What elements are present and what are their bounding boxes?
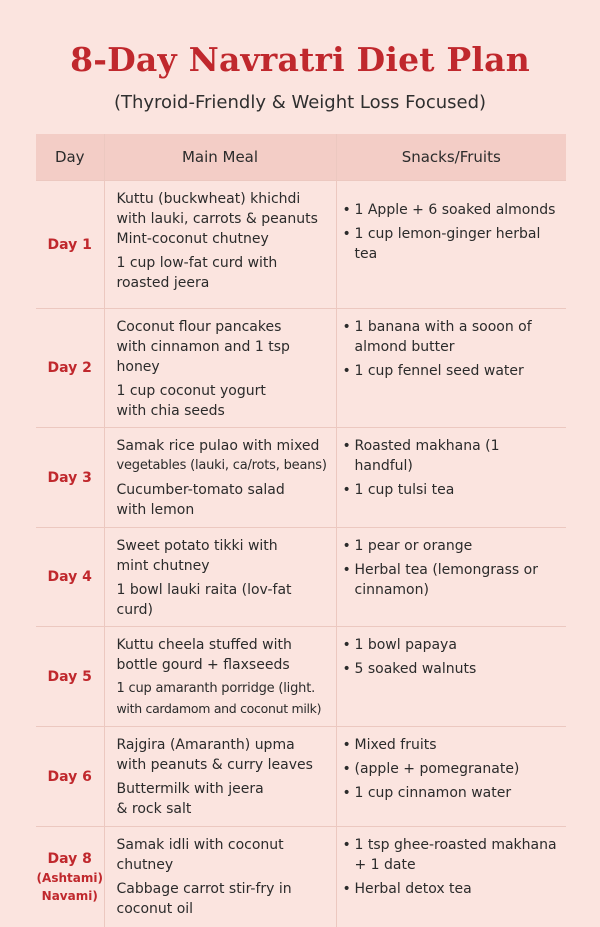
- meal-line: Cabbage carrot stir-fry in: [116, 881, 292, 897]
- meal-line: 1 cup amaranth porridge (light.: [116, 681, 316, 696]
- snack-item: • 1 pear or orange: [342, 538, 473, 554]
- day-sublabel: Navami): [41, 888, 98, 903]
- meal-line: Sweet potato tikki with: [116, 538, 278, 554]
- day-cell: [36, 528, 104, 627]
- snack-item: • 1 tsp ghee-roasted makhana + 1 date: [342, 837, 557, 873]
- snack-item: • 1 cup lemon-ginger herbal tea: [342, 226, 541, 262]
- day-sublabel: (Ashtami): [36, 870, 103, 885]
- day-label: Day 3: [47, 469, 92, 486]
- meal-line: & rock salt: [116, 801, 192, 817]
- table-row: [36, 727, 566, 827]
- day-label: Day 5: [47, 668, 92, 685]
- meal-line: with lemon: [116, 502, 195, 518]
- meal-line: Samak rice pulao with mixed: [116, 438, 320, 454]
- meal-line: coconut oil: [116, 901, 194, 917]
- snack-item: • 1 cup cinnamon water: [342, 785, 512, 801]
- day-cell: [36, 309, 104, 428]
- day-label: Day 8: [47, 850, 92, 867]
- diet-table: [36, 134, 566, 927]
- meal-line: with lauki, carrots & peanuts: [116, 211, 318, 227]
- meal-line: chutney: [116, 857, 174, 873]
- table-row: [36, 181, 566, 309]
- meal-line: vegetables (lauki, ca/rots, beans): [116, 458, 327, 473]
- day-cell: [36, 727, 104, 827]
- page-title: 8-Day Navratri Diet Plan: [70, 40, 530, 79]
- day-cell: [36, 428, 104, 528]
- meal-line: Samak idli with coconut: [116, 837, 284, 853]
- day-cell: [36, 627, 104, 727]
- snacks-cell: [336, 827, 566, 927]
- snack-item: • Roasted makhana (1 handful): [342, 438, 500, 474]
- snack-item: • (apple + pomegranate): [342, 761, 520, 777]
- page-subtitle: (Thyroid-Friendly & Weight Loss Focused): [113, 92, 487, 113]
- table-header-row: [36, 134, 566, 181]
- main-meal-cell: [104, 827, 336, 927]
- main-meal-cell: [104, 181, 336, 309]
- day-label: Day 1: [47, 236, 92, 253]
- snack-item: • Herbal tea (lemongrass or cinnamon): [342, 562, 538, 598]
- snack-item: • 1 bowl papaya: [342, 637, 457, 653]
- meal-line: 1 cup low-fat curd with: [116, 255, 278, 271]
- snacks-cell: [336, 309, 566, 428]
- meal-line: Rajgira (Amaranth) upma: [116, 737, 295, 753]
- snacks-cell: [336, 727, 566, 827]
- snack-item: • 1 banana with a sooon of almond butter: [342, 319, 532, 355]
- snack-item: • 5 soaked walnuts: [342, 661, 477, 677]
- column-header-main-meal: Main Meal: [104, 134, 336, 181]
- meal-line: Kuttu (buckwheat) khichdi: [116, 191, 301, 207]
- meal-line: Cucumber-tomato salad: [116, 482, 285, 498]
- meal-line: with cinnamon and 1 tsp honey: [116, 339, 290, 375]
- meal-line: Kuttu cheela stuffed with: [116, 637, 292, 653]
- meal-line: with cardamom and coconut milk): [116, 701, 322, 716]
- snack-item: • 1 Apple + 6 soaked almonds: [342, 202, 556, 218]
- table-row: [36, 827, 566, 927]
- main-meal-cell: [104, 727, 336, 827]
- day-label: Day 6: [47, 768, 92, 785]
- meal-line: 1 bowl lauki raita (lov-fat curd): [116, 582, 292, 618]
- snack-item: • 1 cup fennel seed water: [342, 363, 524, 379]
- snacks-cell: [336, 181, 566, 309]
- main-meal-cell: [104, 428, 336, 528]
- day-cell: [36, 181, 104, 309]
- meal-line: with chia seeds: [116, 403, 225, 419]
- table-row: [36, 309, 566, 428]
- snack-item: • Herbal detox tea: [342, 881, 472, 897]
- column-header-snacks: Snacks/Fruits: [336, 134, 566, 181]
- meal-line: with peanuts & curry leaves: [116, 757, 313, 773]
- table-row: [36, 428, 566, 528]
- meal-line: roasted jeera: [116, 275, 210, 291]
- meal-line: 1 cup coconut yogurt: [116, 383, 266, 399]
- snacks-cell: [336, 627, 566, 727]
- snack-item: • 1 cup tulsi tea: [342, 482, 455, 498]
- meal-line: mint chutney: [116, 558, 210, 574]
- snacks-cell: [336, 528, 566, 627]
- day-cell: [36, 827, 104, 927]
- meal-line: Mint-coconut chutney: [116, 231, 269, 247]
- meal-line: Coconut flour pancakes: [116, 319, 282, 335]
- main-meal-cell: [104, 627, 336, 727]
- meal-line: bottle gourd + flaxseeds: [116, 657, 290, 673]
- day-label: Day 4: [47, 569, 92, 585]
- table-row: [36, 528, 566, 627]
- day-label: Day 2: [47, 360, 92, 376]
- column-header-day: Day: [36, 134, 104, 181]
- meal-line: Buttermilk with jeera: [116, 781, 264, 797]
- table-row: [36, 627, 566, 727]
- main-meal-cell: [104, 528, 336, 627]
- snack-item: • Mixed fruits: [342, 737, 437, 753]
- snacks-cell: [336, 428, 566, 528]
- main-meal-cell: [104, 309, 336, 428]
